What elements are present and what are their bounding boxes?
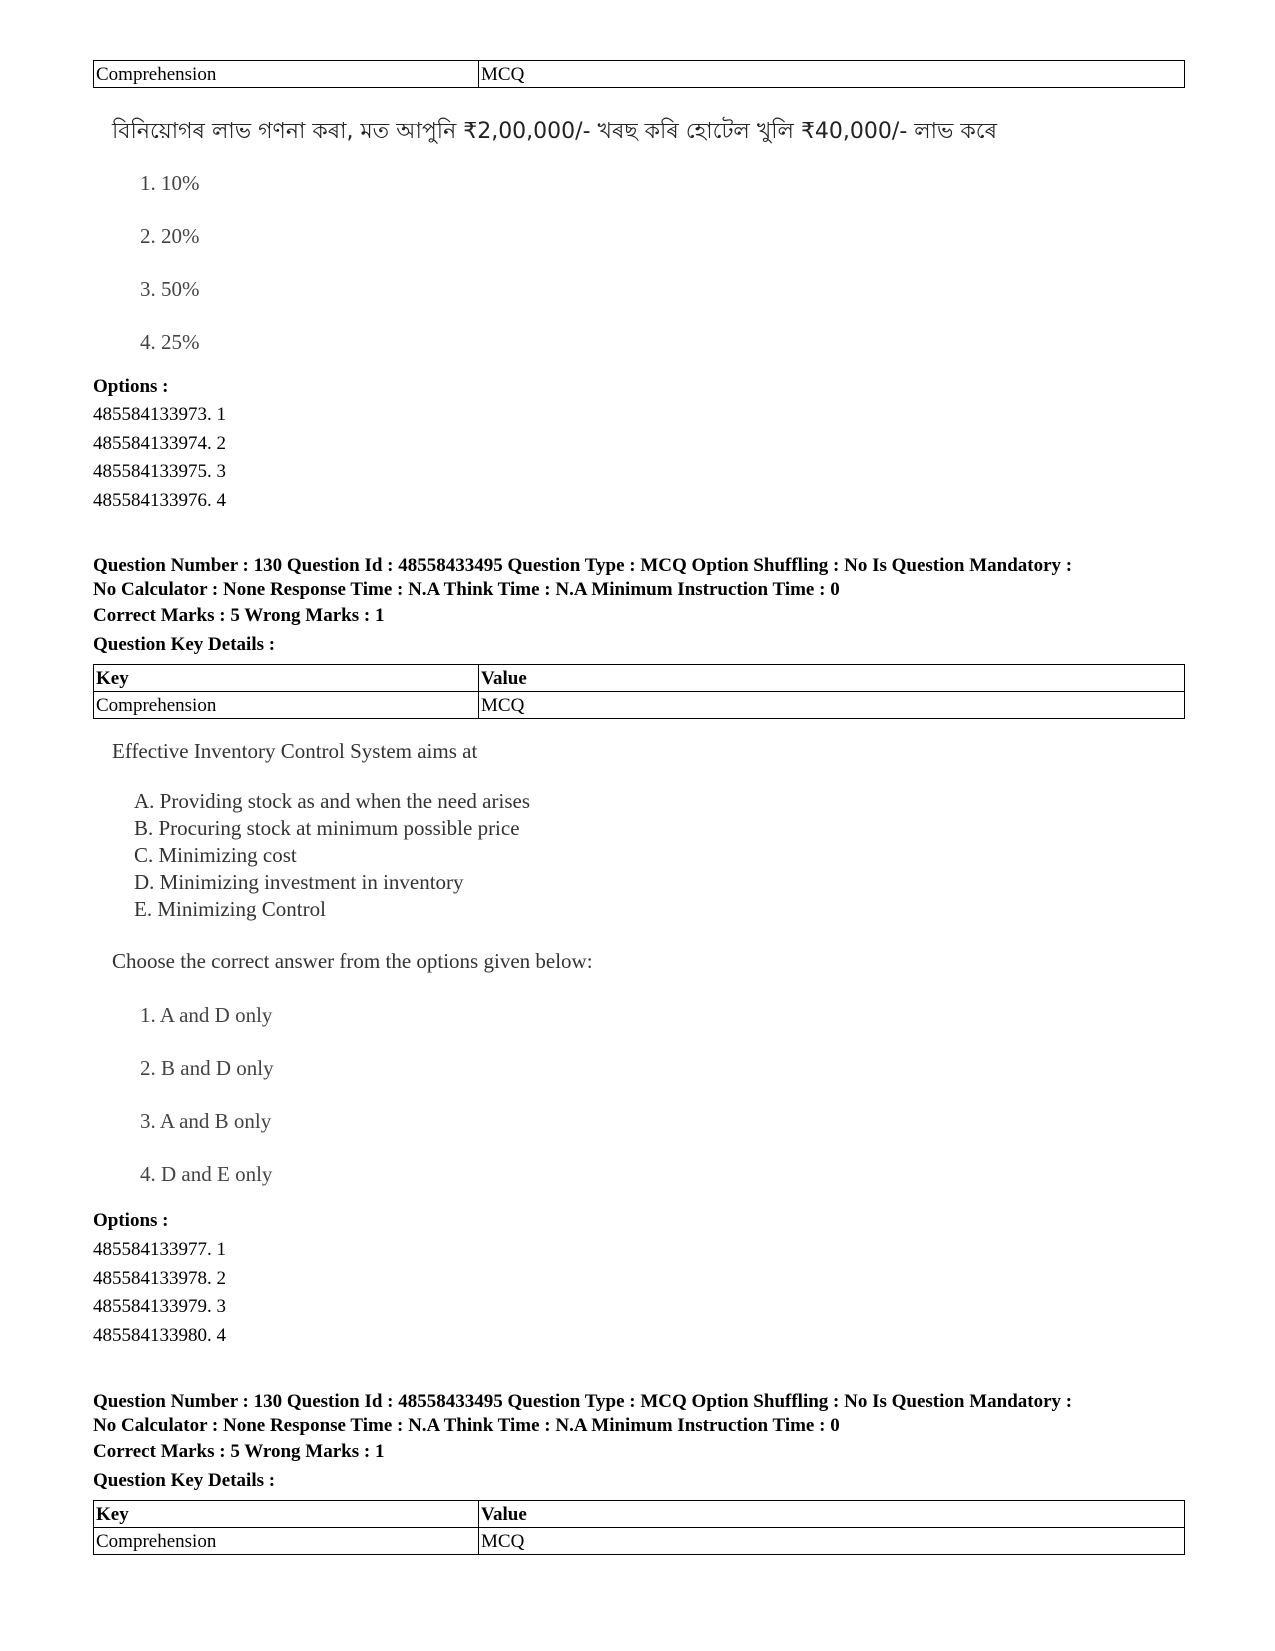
- option-item: 485584133976. 4: [93, 489, 226, 511]
- question-meta-line: Question Number : 130 Question Id : 48558433495 Question Type : MCQ Option Shuffling : No Is Question Mandatory :: [93, 1391, 1073, 1412]
- option-item: 485584133978. 2: [93, 1267, 226, 1289]
- statement-item: A. Providing stock as and when the need arises: [134, 789, 530, 813]
- marks-line: Correct Marks : 5 Wrong Marks : 1: [93, 605, 385, 626]
- question-key-table: [93, 1500, 1185, 1555]
- marks-line: Correct Marks : 5 Wrong Marks : 1: [93, 1441, 385, 1462]
- question-meta-line: Question Number : 130 Question Id : 48558433495 Question Type : MCQ Option Shuffling : No Is Question Mandatory :: [93, 555, 1073, 576]
- question-key-table: [93, 664, 1185, 719]
- statement-item: D. Minimizing investment in inventory: [134, 870, 464, 894]
- choice-item: 4. D and E only: [140, 1162, 273, 1186]
- option-item: 485584133979. 3: [93, 1296, 226, 1317]
- key-details-label: Question Key Details :: [93, 1470, 276, 1491]
- question-text: বিনিয়োগৰ লাভ গণনা কৰা, মত আপুনি ₹2,00,000/- খৰছ কৰি হোটেল খুলি ₹40,000/- লাভ কৰে: [112, 119, 998, 144]
- option-item: 485584133973. 1: [93, 404, 226, 425]
- choice-item: 2. B and D only: [140, 1056, 274, 1080]
- statement-item: B. Procuring stock at minimum possible price: [134, 816, 520, 840]
- table-row: [94, 692, 1185, 719]
- table-row: [94, 1528, 1185, 1555]
- question-meta-line: No Calculator : None Response Time : N.A Think Time : N.A Minimum Instruction Time : 0: [93, 1414, 840, 1436]
- options-label: Options :: [93, 376, 169, 397]
- table-cell-key: Comprehension: [94, 61, 479, 88]
- statement-list: [134, 788, 530, 923]
- key-details-label: Question Key Details :: [93, 634, 276, 655]
- table-cell-key: Comprehension: [94, 692, 479, 719]
- options-label: Options :: [93, 1210, 169, 1231]
- table-cell-value: MCQ: [479, 1528, 1185, 1555]
- table-cell-value: MCQ: [479, 61, 1185, 88]
- table-header-row: [94, 1501, 1185, 1528]
- choice-item: 2. 20%: [140, 224, 200, 248]
- option-item: 485584133977. 1: [93, 1239, 226, 1260]
- table-header-key: Key: [94, 1501, 479, 1528]
- statement-item: E. Minimizing Control: [134, 897, 326, 921]
- option-list: [93, 1236, 226, 1350]
- table-header-row: [94, 665, 1185, 692]
- table-header-key: Key: [94, 665, 479, 692]
- option-item: 485584133980. 4: [93, 1324, 226, 1346]
- table-header-value: Value: [479, 665, 1185, 692]
- top-key-table: [93, 60, 1185, 88]
- instruction-text: Choose the correct answer from the options given below:: [112, 949, 593, 973]
- table-row: [94, 61, 1185, 88]
- choice-item: 1. 10%: [140, 171, 200, 195]
- statement-item: C. Minimizing cost: [134, 843, 297, 867]
- choice-item: 4. 25%: [140, 330, 200, 354]
- table-cell-key: Comprehension: [94, 1528, 479, 1555]
- choice-item: 3. 50%: [140, 277, 200, 301]
- question-meta-line: No Calculator : None Response Time : N.A Think Time : N.A Minimum Instruction Time : 0: [93, 578, 840, 600]
- question-meta: [93, 1390, 1072, 1437]
- table-cell-value: MCQ: [479, 692, 1185, 719]
- choice-item: 3. A and B only: [140, 1109, 272, 1133]
- question-meta: [93, 554, 1072, 601]
- option-item: 485584133975. 3: [93, 461, 226, 482]
- option-item: 485584133974. 2: [93, 432, 226, 454]
- table-header-value: Value: [479, 1501, 1185, 1528]
- choice-item: 1. A and D only: [140, 1003, 273, 1027]
- option-list: [93, 401, 226, 515]
- question-text: Effective Inventory Control System aims at: [112, 739, 478, 763]
